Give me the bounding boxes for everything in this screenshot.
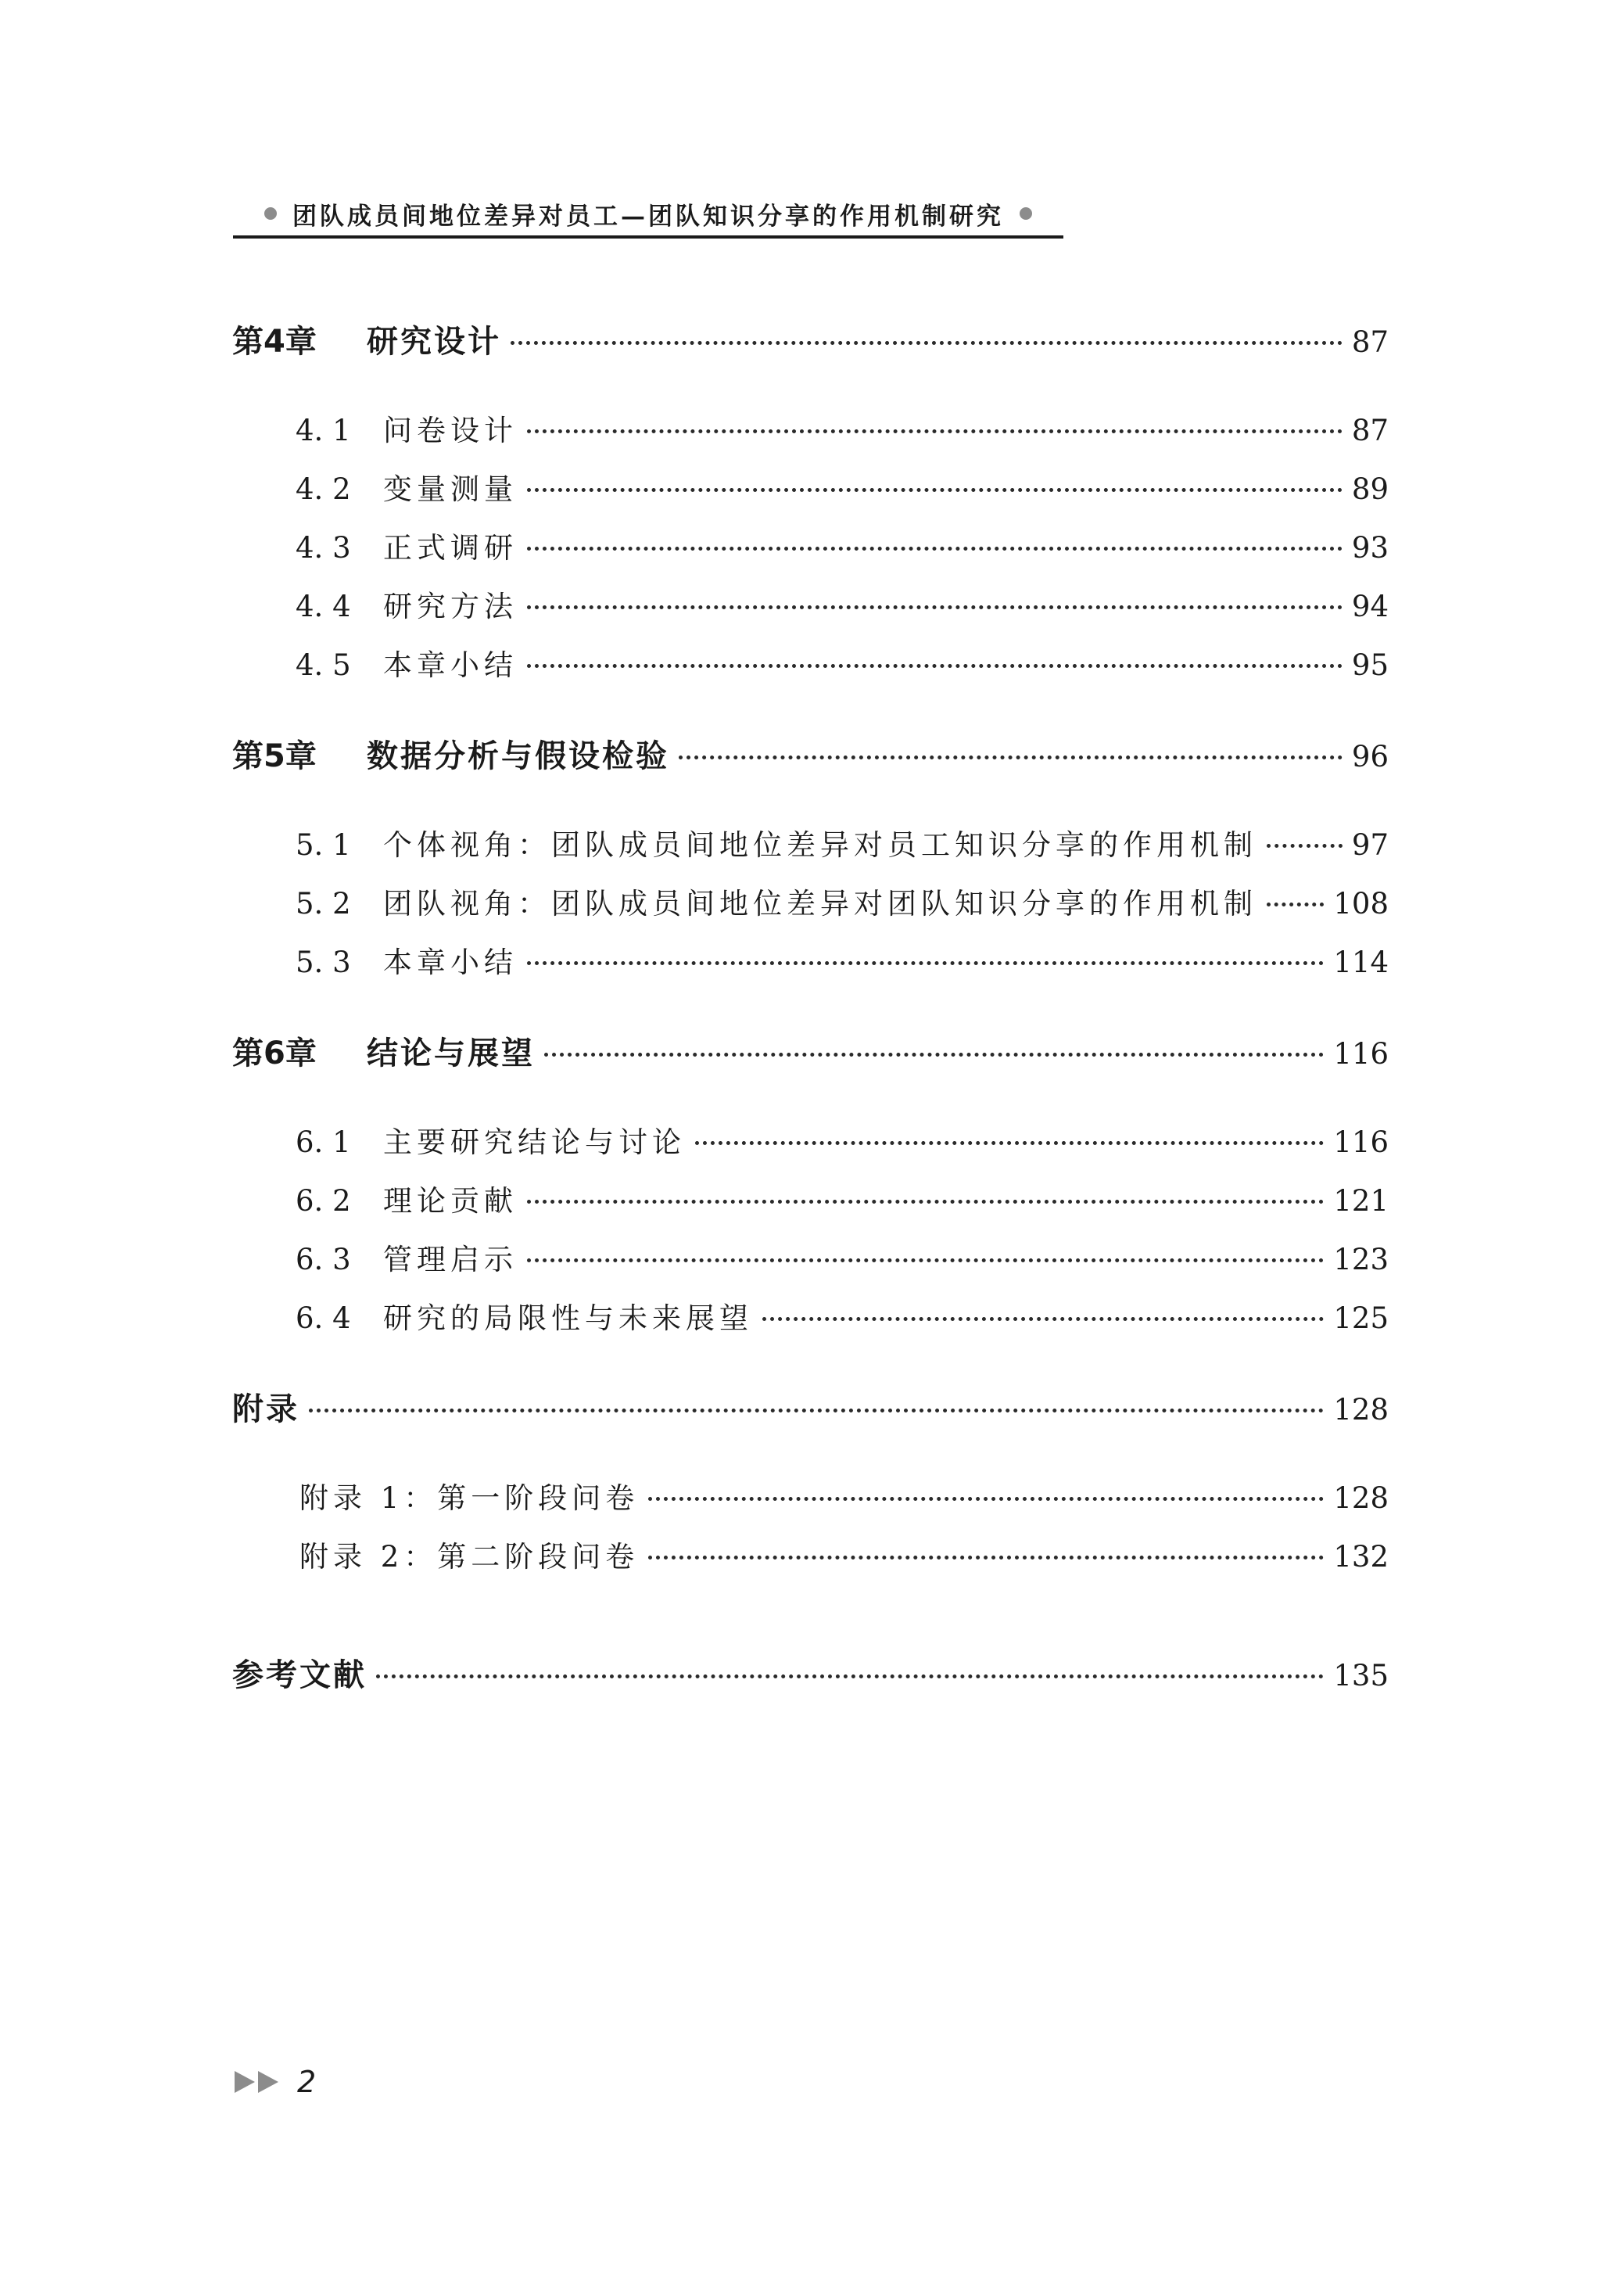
toc-entry-page: 87 bbox=[1351, 414, 1389, 447]
toc-dot-leader bbox=[1267, 843, 1343, 848]
toc-entry-title: 附录 2：第二阶段问卷 bbox=[299, 1540, 640, 1574]
toc-dot-leader bbox=[679, 755, 1343, 759]
toc-section-entry[interactable] bbox=[296, 939, 1389, 985]
toc-entry-number: 第4章 bbox=[232, 324, 317, 360]
toc-dot-leader bbox=[762, 1316, 1324, 1321]
toc-entry-number: 5. 1 bbox=[296, 828, 351, 862]
toc-section-entry[interactable] bbox=[296, 1118, 1389, 1165]
toc-dot-leader bbox=[511, 340, 1343, 345]
toc-entry-number: 4. 3 bbox=[296, 531, 351, 565]
toc-entry-page: 89 bbox=[1351, 472, 1389, 506]
toc-dot-leader bbox=[527, 429, 1343, 433]
toc-entry-title: 管理启示 bbox=[383, 1243, 518, 1276]
toc-entry-title: 附录 1：第一阶段问卷 bbox=[299, 1481, 640, 1515]
toc-entry-page: 95 bbox=[1351, 648, 1389, 682]
toc-dot-leader bbox=[544, 1052, 1324, 1057]
toc-section-entry[interactable] bbox=[296, 524, 1389, 571]
toc-entry-page: 116 bbox=[1333, 1037, 1389, 1071]
toc-entry-page: 97 bbox=[1351, 828, 1389, 862]
toc-entry-number: 6. 1 bbox=[296, 1125, 351, 1159]
toc-entry-title: 问卷设计 bbox=[383, 414, 518, 447]
toc-section-entry[interactable] bbox=[296, 1294, 1389, 1341]
toc-entry-page: 135 bbox=[1333, 1659, 1389, 1692]
toc-entry-page: 96 bbox=[1351, 740, 1389, 773]
toc-entry-number: 6. 2 bbox=[296, 1184, 351, 1218]
toc-entry-number: 5. 2 bbox=[296, 887, 351, 921]
toc-entry-page: 132 bbox=[1333, 1540, 1389, 1574]
toc-section-entry[interactable] bbox=[296, 583, 1389, 630]
toc-dot-leader bbox=[648, 1555, 1324, 1560]
toc-entry-page: 108 bbox=[1333, 887, 1389, 921]
toc-section-entry[interactable] bbox=[296, 821, 1389, 868]
toc-section-entry[interactable] bbox=[296, 407, 1389, 454]
running-header bbox=[233, 199, 1063, 239]
header-bullet-right-icon bbox=[1020, 207, 1032, 220]
toc-entry-page: 87 bbox=[1351, 325, 1389, 359]
toc-entry-page: 94 bbox=[1351, 590, 1389, 623]
toc-dot-leader bbox=[695, 1140, 1324, 1145]
page-number: 2 bbox=[297, 2065, 317, 2099]
toc-entry-title: 本章小结 bbox=[383, 946, 518, 979]
toc-entry-title: 变量测量 bbox=[383, 472, 518, 506]
toc-chapter-entry[interactable] bbox=[232, 317, 1389, 364]
toc-dot-leader bbox=[527, 960, 1324, 965]
header-bullet-left-icon bbox=[264, 207, 277, 220]
toc-entry-title: 研究方法 bbox=[383, 590, 518, 623]
toc-section-entry[interactable] bbox=[296, 1236, 1389, 1283]
toc-entry-title: 数据分析与假设检验 bbox=[367, 738, 669, 774]
toc-dot-leader bbox=[527, 546, 1343, 551]
page-footer bbox=[235, 2065, 316, 2099]
toc-entry-title: 研究的局限性与未来展望 bbox=[383, 1301, 753, 1335]
header-title: 团队成员间地位差异对员工—团队知识分享的作用机制研究 bbox=[292, 202, 1004, 231]
toc-section-entry[interactable] bbox=[299, 1533, 1389, 1580]
toc-section-entry[interactable] bbox=[296, 465, 1389, 512]
toc-dot-leader bbox=[1267, 902, 1324, 906]
toc-dot-leader bbox=[527, 487, 1343, 492]
toc-dot-leader bbox=[376, 1674, 1324, 1678]
toc-entry-number: 6. 3 bbox=[296, 1243, 351, 1276]
toc-entry-title: 个体视角：团队成员间地位差异对员工知识分享的作用机制 bbox=[383, 828, 1257, 862]
toc-entry-title: 结论与展望 bbox=[367, 1036, 535, 1071]
toc-dot-leader bbox=[527, 1258, 1324, 1262]
toc-entry-number: 5. 3 bbox=[296, 946, 351, 979]
toc-entry-title: 团队视角：团队成员间地位差异对团队知识分享的作用机制 bbox=[383, 887, 1257, 921]
toc-chapter-entry[interactable] bbox=[232, 1028, 1389, 1075]
toc-entry-number: 第5章 bbox=[232, 738, 317, 774]
toc-entry-title: 研究设计 bbox=[367, 324, 501, 360]
toc-entry-page: 114 bbox=[1333, 946, 1389, 979]
toc-section-entry[interactable] bbox=[296, 1177, 1389, 1224]
toc-entry-page: 116 bbox=[1333, 1125, 1389, 1159]
toc-entry-page: 93 bbox=[1351, 531, 1389, 565]
toc-section-entry[interactable] bbox=[299, 1474, 1389, 1521]
toc-chapter-entry[interactable] bbox=[232, 1650, 1389, 1697]
toc-chapter-entry[interactable] bbox=[232, 731, 1389, 778]
toc-entry-number: 第6章 bbox=[232, 1036, 317, 1071]
toc-section-entry[interactable] bbox=[296, 880, 1389, 927]
toc-entry-title: 主要研究结论与讨论 bbox=[383, 1125, 686, 1159]
toc-entry-number: 4. 2 bbox=[296, 472, 351, 506]
toc-entry-title: 附录 bbox=[232, 1391, 299, 1427]
toc-entry-page: 125 bbox=[1333, 1301, 1389, 1335]
toc-entry-number: 6. 4 bbox=[296, 1301, 351, 1335]
toc-entry-title: 参考文献 bbox=[232, 1657, 367, 1693]
toc-entry-page: 128 bbox=[1333, 1393, 1389, 1427]
toc-entry-page: 128 bbox=[1333, 1481, 1389, 1515]
toc-entry-page: 123 bbox=[1333, 1243, 1389, 1276]
toc-dot-leader bbox=[309, 1408, 1324, 1412]
toc-entry-title: 理论贡献 bbox=[383, 1184, 518, 1218]
toc-entry-number: 4. 5 bbox=[296, 648, 351, 682]
toc-chapter-entry[interactable] bbox=[232, 1384, 1389, 1431]
toc-entry-number: 4. 4 bbox=[296, 590, 351, 623]
toc-dot-leader bbox=[648, 1496, 1324, 1501]
toc-entry-number: 4. 1 bbox=[296, 414, 351, 447]
toc-entry-title: 本章小结 bbox=[383, 648, 518, 682]
double-arrow-icon bbox=[235, 2071, 281, 2093]
toc-entry-page: 121 bbox=[1333, 1184, 1389, 1218]
toc-section-entry[interactable] bbox=[296, 641, 1389, 688]
toc-dot-leader bbox=[527, 663, 1343, 668]
toc-entry-title: 正式调研 bbox=[383, 531, 518, 565]
toc-dot-leader bbox=[527, 605, 1343, 609]
toc-dot-leader bbox=[527, 1199, 1324, 1204]
